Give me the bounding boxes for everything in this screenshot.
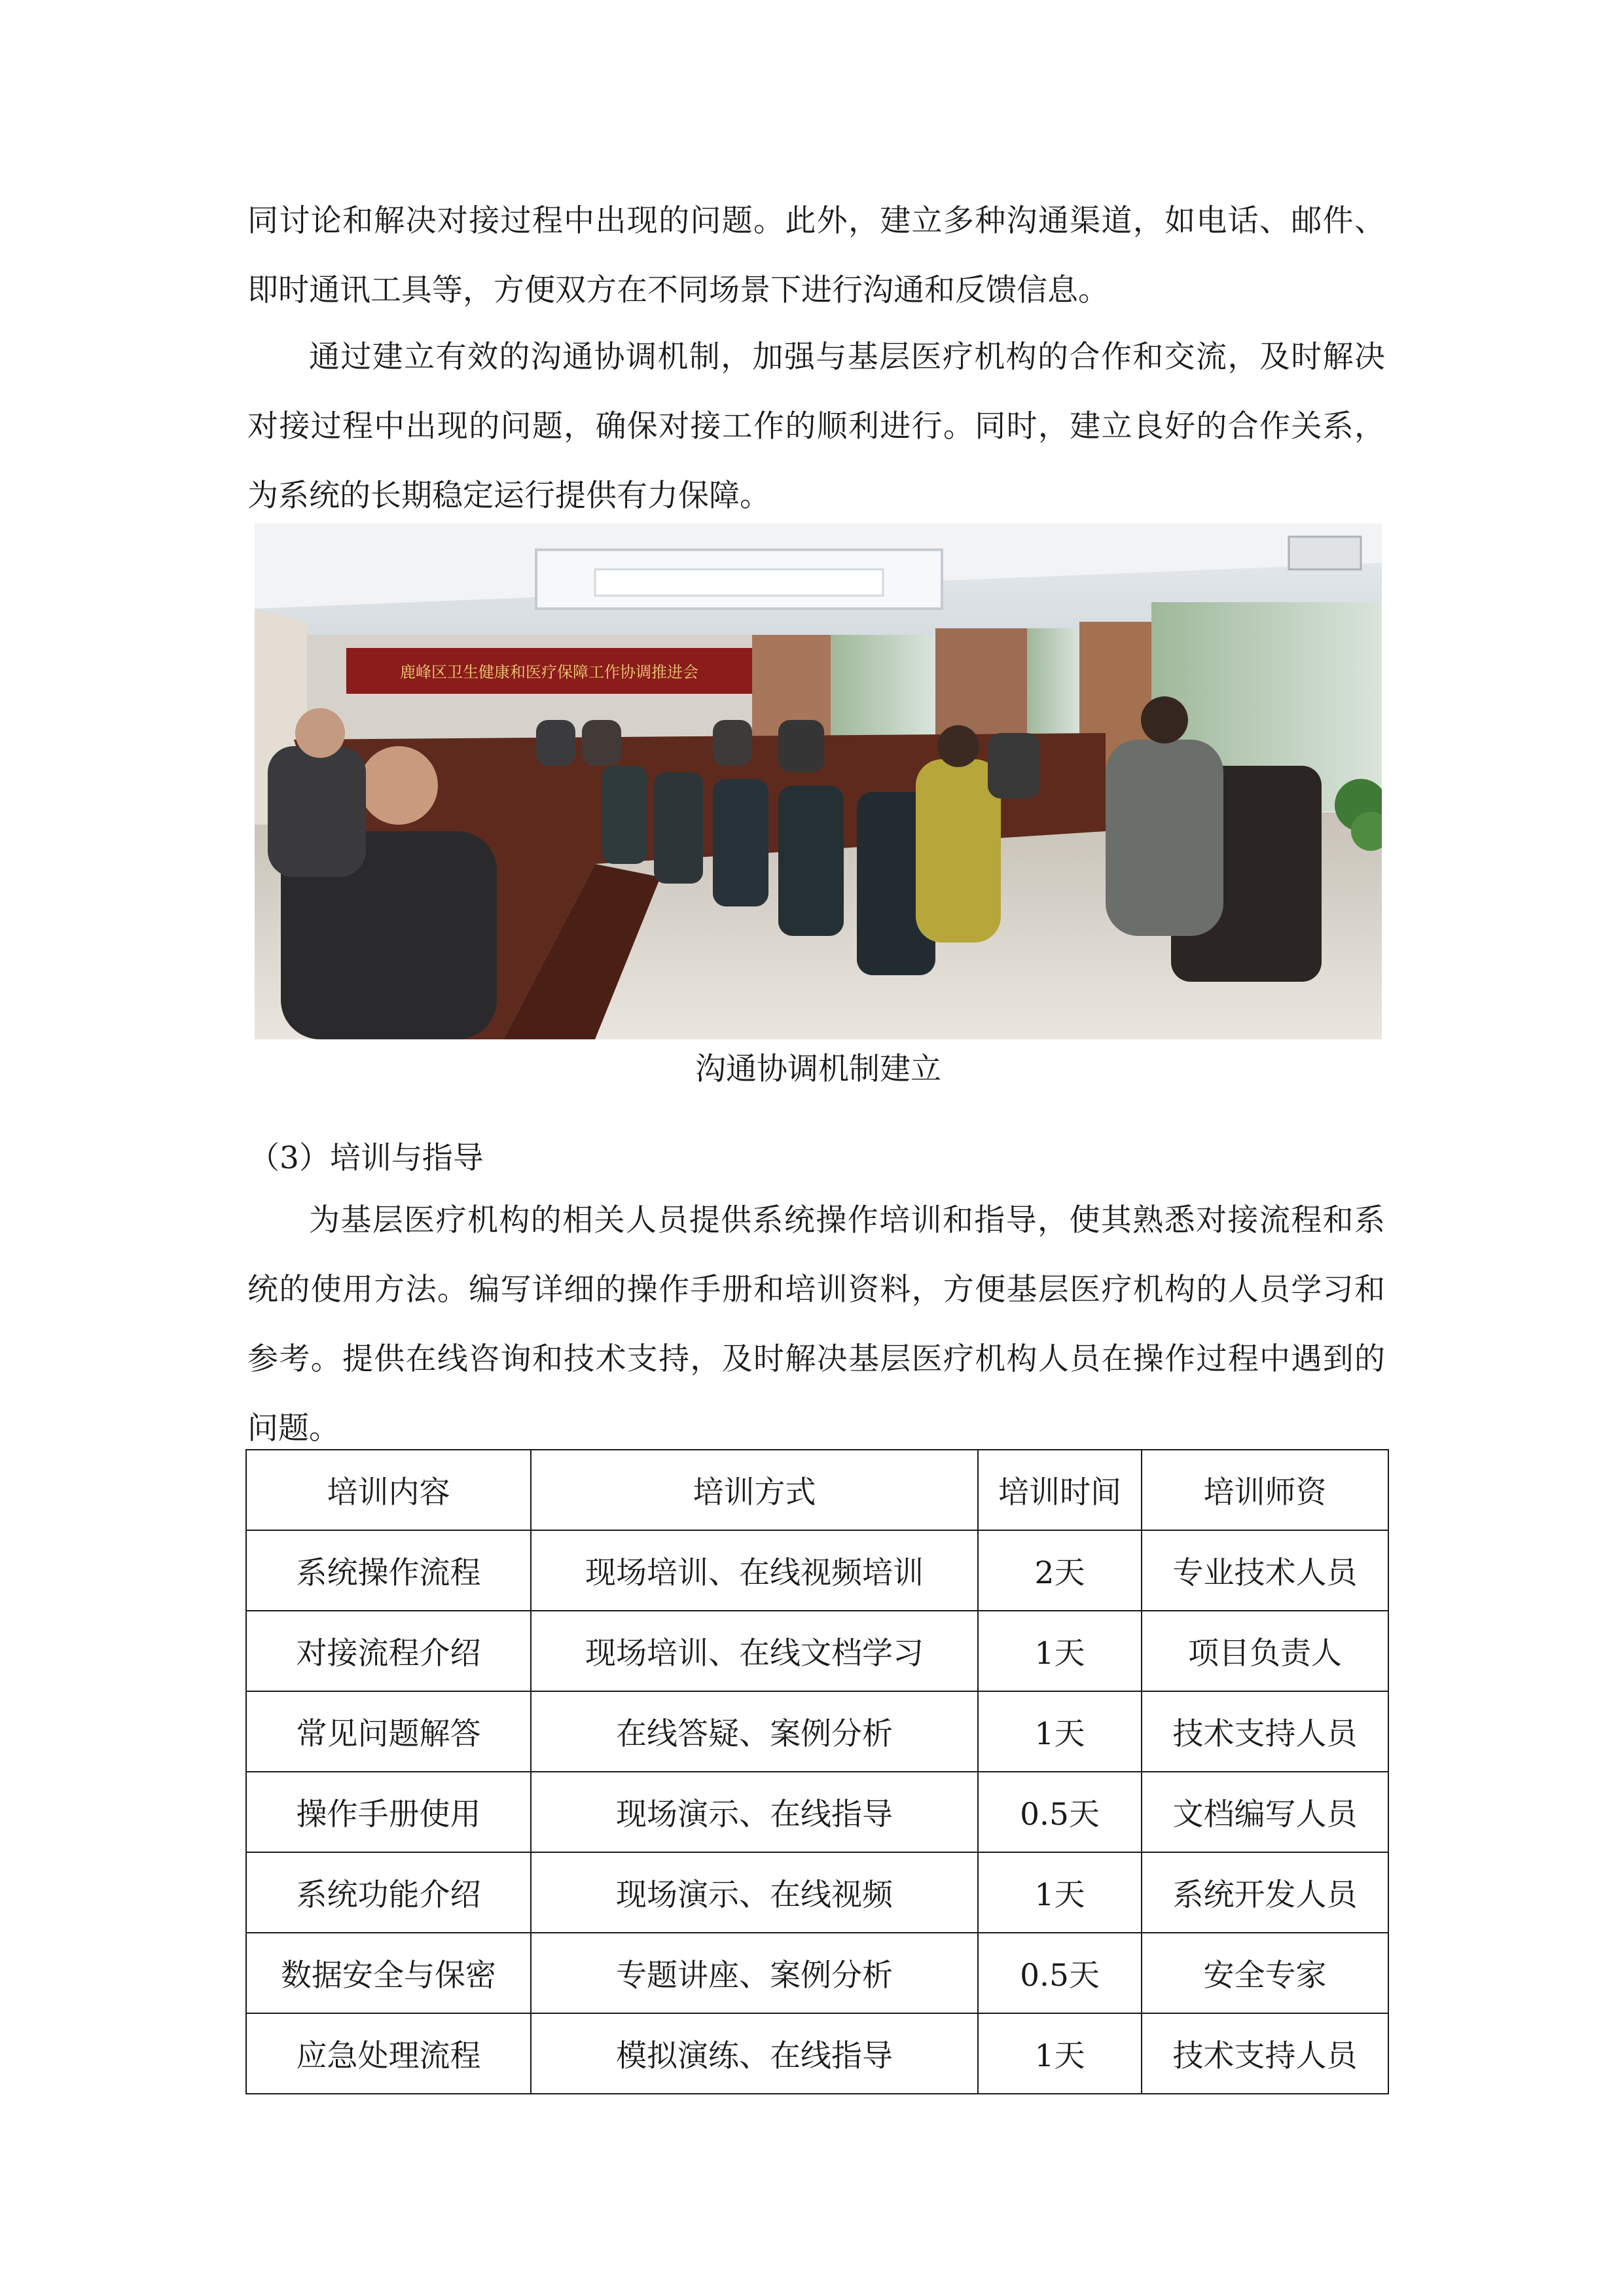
cell-trainer: 技术支持人员 <box>1142 2013 1388 2094</box>
cell-method: 专题讲座、案例分析 <box>531 1933 978 2013</box>
meeting-photo <box>255 524 1382 1039</box>
table-row <box>246 1852 1388 1933</box>
table-row <box>246 1933 1388 2013</box>
cell-trainer: 专业技术人员 <box>1142 1530 1388 1611</box>
cell-content: 操作手册使用 <box>246 1772 531 1852</box>
paragraph-continuation: 同讨论和解决对接过程中出现的问题。此外，建立多种沟通渠道，如电话、邮件、即时通讯工具等，方便双方在不同场景下进行沟通和反馈信息。 <box>247 203 1385 308</box>
cell-trainer: 技术支持人员 <box>1142 1691 1388 1772</box>
header-trainer: 培训师资 <box>1142 1450 1388 1530</box>
header-method: 培训方式 <box>531 1450 978 1530</box>
cell-duration: 1天 <box>978 1611 1142 1691</box>
header-content: 培训内容 <box>246 1450 531 1530</box>
cell-content: 对接流程介绍 <box>246 1611 531 1691</box>
paragraph-communication-mechanism: 通过建立有效的沟通协调机制，加强与基层医疗机构的合作和交流，及时解决对接过程中出现的问题，确保对接工作的顺利进行。同时，建立良好的合作关系，为系统的长期稳定运行提供有力保障。 <box>247 339 1385 514</box>
cell-trainer: 项目负责人 <box>1142 1611 1388 1691</box>
section-heading: （3）培训与指导 <box>249 1140 484 1176</box>
cell-method: 现场演示、在线指导 <box>531 1772 978 1852</box>
table-row <box>246 1691 1388 1772</box>
table-row <box>246 2013 1388 2094</box>
cell-duration: 1天 <box>978 1852 1142 1933</box>
paragraph-training: 为基层医疗机构的相关人员提供系统操作培训和指导，使其熟悉对接流程和系统的使用方法。编写详细的操作手册和培训资料，方便基层医疗机构的人员学习和参考。提供在线咨询和技术支持，及时解决基层医疗机构人员在操作过程中遇到的问题。 <box>247 1202 1385 1446</box>
cell-trainer: 文档编写人员 <box>1142 1772 1388 1852</box>
table-row <box>246 1611 1388 1691</box>
cell-content: 常见问题解答 <box>246 1691 531 1772</box>
cell-content: 系统操作流程 <box>246 1530 531 1611</box>
cell-method: 现场培训、在线文档学习 <box>531 1611 978 1691</box>
cell-duration: 1天 <box>978 2013 1142 2094</box>
cell-content: 应急处理流程 <box>246 2013 531 2094</box>
table-row <box>246 1772 1388 1852</box>
table-header-row <box>246 1450 1388 1530</box>
photo-caption: 沟通协调机制建立 <box>695 1051 941 1087</box>
cell-content: 系统功能介绍 <box>246 1852 531 1933</box>
cell-method: 在线答疑、案例分析 <box>531 1691 978 1772</box>
cell-method: 现场演示、在线视频 <box>531 1852 978 1933</box>
cell-method: 现场培训、在线视频培训 <box>531 1530 978 1611</box>
cell-duration: 0.5天 <box>978 1933 1142 2013</box>
cell-content: 数据安全与保密 <box>246 1933 531 2013</box>
cell-method: 模拟演练、在线指导 <box>531 2013 978 2094</box>
cell-trainer: 系统开发人员 <box>1142 1852 1388 1933</box>
header-duration: 培训时间 <box>978 1450 1142 1530</box>
cell-duration: 1天 <box>978 1691 1142 1772</box>
training-table <box>245 1449 1389 2094</box>
cell-duration: 2天 <box>978 1530 1142 1611</box>
banner-text: 鹿峰区卫生健康和医疗保障工作协调推进会 <box>400 663 698 681</box>
table-row <box>246 1530 1388 1611</box>
cell-trainer: 安全专家 <box>1142 1933 1388 2013</box>
cell-duration: 0.5天 <box>978 1772 1142 1852</box>
